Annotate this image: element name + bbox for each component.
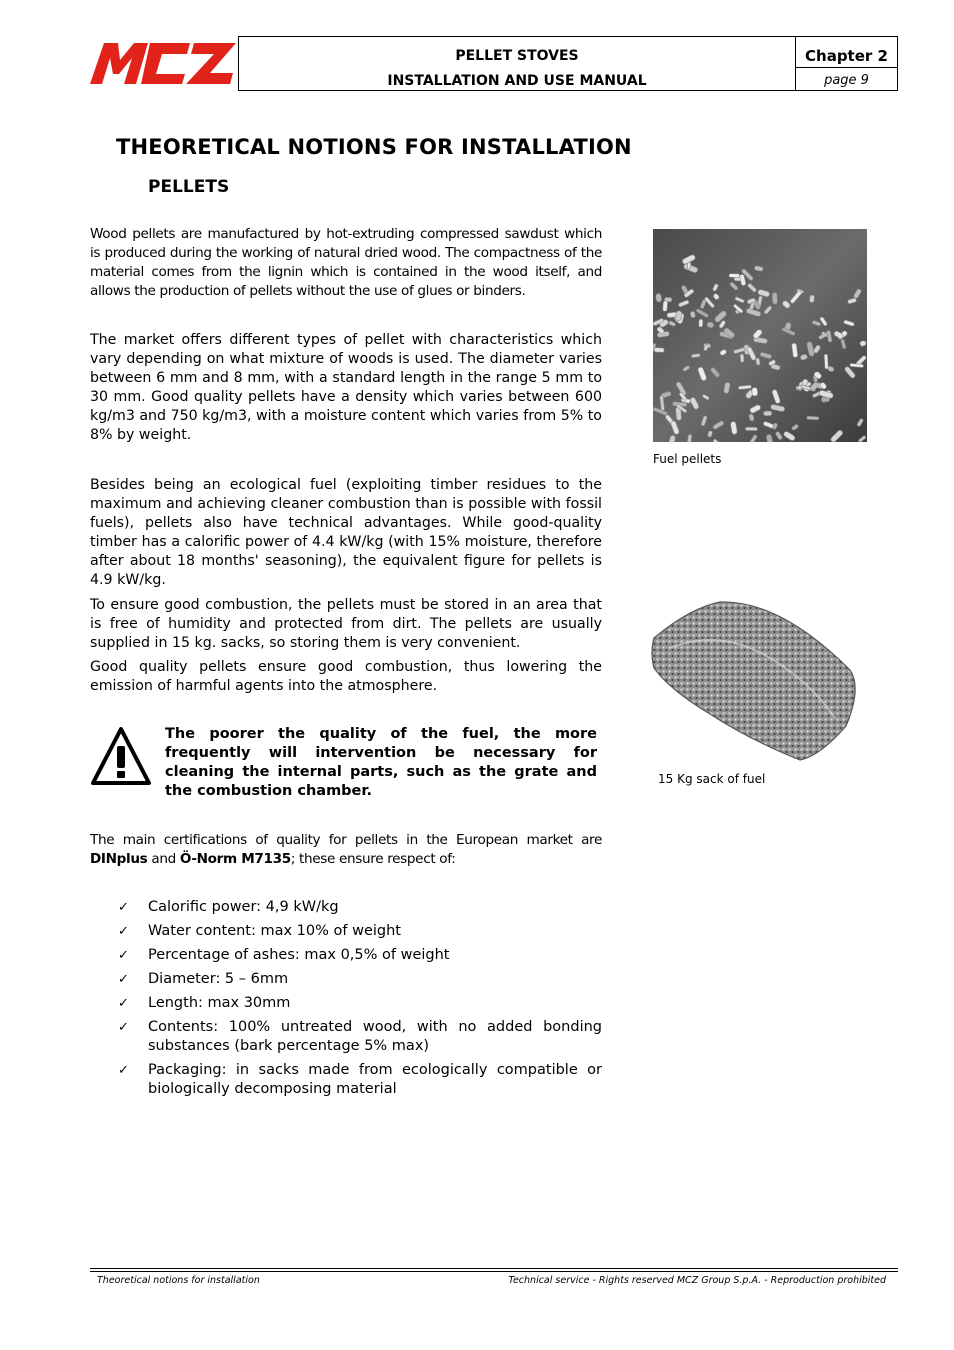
- certification-intro: [90, 831, 602, 869]
- header-title-line1: PELLET STOVES: [455, 48, 579, 64]
- pellet-shape: [807, 416, 819, 420]
- footer-right: Technical service - Rights reserved MCZ Group S.p.A. - Reproduction prohibited: [508, 1275, 886, 1286]
- pellet-shape: [764, 411, 772, 416]
- header-title-box: [238, 36, 796, 91]
- pellet-shape: [699, 319, 703, 327]
- chapter-label: Chapter 2: [805, 47, 888, 65]
- footer-divider: [90, 1268, 898, 1269]
- list-item-text: Contents: 100% untreated wood, with no added bonding substances (bark percentage 5% max): [148, 1019, 602, 1054]
- paragraph-combustion: Good quality pellets ensure good combustion, thus lowering the emission of harmful agents into the atmosphere.: [90, 659, 602, 694]
- list-item: [118, 994, 602, 1013]
- list-item: [118, 1018, 602, 1056]
- list-item-text: Length: max 30mm: [148, 995, 291, 1011]
- cert-and: and: [147, 851, 180, 867]
- page-title: THEORETICAL NOTIONS FOR INSTALLATION: [116, 135, 632, 159]
- pellet-shape: [654, 348, 664, 353]
- chapter-box: [795, 36, 898, 91]
- paragraph-storage: To ensure good combustion, the pellets must be stored in an area that is free of humidity and protected from dirt. The pellets are usually supplied in 15 kg. sacks, so storing them is very convenient.: [90, 597, 602, 651]
- pellet-shape: [772, 293, 777, 304]
- footer-divider: [90, 1271, 898, 1272]
- list-item-text: Packaging: in sacks made from ecologically compatible or biologically decomposing material: [148, 1062, 602, 1097]
- paragraph-ecological: Besides being an ecological fuel (exploiting timber residues to the maximum and achieving cleaner combustion than is possible with fossil fuels), pellets also have technical advantages. While good-quality timber has a calorific power of 4.4 kW/kg (with 15% moisture, therefore after about 18 months' seasoning), the equivalent figure for pellets is 4.9 kW/kg.: [90, 477, 602, 588]
- paragraph-market: The market offers different types of pellet with characteristics which vary depending on what mixture of woods is used. The diameter varies between 6 mm and 8 mm, with a standard length in the range 5 mm to 30 mm. Good quality pellets have a density which varies between 600 kg/m3 and 750 kg/m3, with a moisture content which varies from 5% to 8% by weight.: [90, 332, 602, 443]
- pellet-shape: [664, 297, 672, 302]
- pellet-shape: [663, 301, 668, 312]
- page-number: page 9: [824, 73, 869, 88]
- pellet-shape: [824, 354, 828, 369]
- checkmark-icon: ✓: [118, 948, 129, 963]
- cert-intro-end: ; these ensure respect of:: [290, 851, 456, 867]
- list-item: [118, 898, 602, 917]
- paragraph-intro: Wood pellets are manufactured by hot-extruding compressed sawdust which is produced during the working of natural dried wood. The compactness of the material comes from the lignin which is contained in the wood itself, and allows the production of pellets without the use of glues or binders.: [90, 226, 602, 299]
- list-item-text: Calorific power: 4,9 kW/kg: [148, 899, 339, 915]
- list-item: [118, 946, 602, 965]
- mcz-logo: [90, 40, 236, 86]
- list-item: [118, 922, 602, 941]
- pellet-shape: [745, 427, 757, 430]
- checkmark-icon: ✓: [118, 900, 129, 915]
- cert-dinplus: DINplus: [90, 851, 148, 867]
- pellets-caption: Fuel pellets: [653, 452, 722, 466]
- pellet-shape: [752, 387, 758, 396]
- checkmark-icon: ✓: [118, 972, 129, 987]
- list-item: [118, 970, 602, 989]
- list-item-text: Percentage of ashes: max 0,5% of weight: [148, 947, 450, 963]
- list-item-text: Diameter: 5 – 6mm: [148, 971, 289, 987]
- chapter-divider: [796, 67, 897, 68]
- footer-left: Theoretical notions for installation: [97, 1275, 260, 1286]
- checkmark-icon: ✓: [118, 924, 129, 939]
- header-title-line2: INSTALLATION AND USE MANUAL: [387, 73, 647, 89]
- warning-icon: [90, 726, 152, 786]
- checkmark-icon: ✓: [118, 1063, 129, 1078]
- list-item: [118, 1061, 602, 1099]
- pellet-shape: [809, 295, 814, 303]
- section-title: PELLETS: [148, 177, 230, 197]
- pellets-photo: [653, 229, 867, 442]
- cert-onorm: Ö-Norm M7135: [179, 851, 291, 867]
- pellet-shape: [691, 354, 700, 358]
- pellet-sack-photo: [650, 598, 862, 763]
- pellet-shape: [740, 354, 744, 362]
- checkmark-icon: ✓: [118, 1020, 129, 1035]
- list-item-text: Water content: max 10% of weight: [148, 923, 401, 939]
- cert-intro-start: The main certifications of quality for pellets in the European market are: [90, 832, 602, 848]
- pellet-shape: [729, 274, 740, 278]
- certification-list: [118, 898, 602, 1104]
- warning-text: The poorer the quality of the fuel, the more frequently will intervention be necessary for cleaning the internal parts, such as the grate and the combustion chamber.: [165, 726, 597, 799]
- checkmark-icon: ✓: [118, 996, 129, 1011]
- sack-caption: 15 Kg sack of fuel: [658, 772, 766, 786]
